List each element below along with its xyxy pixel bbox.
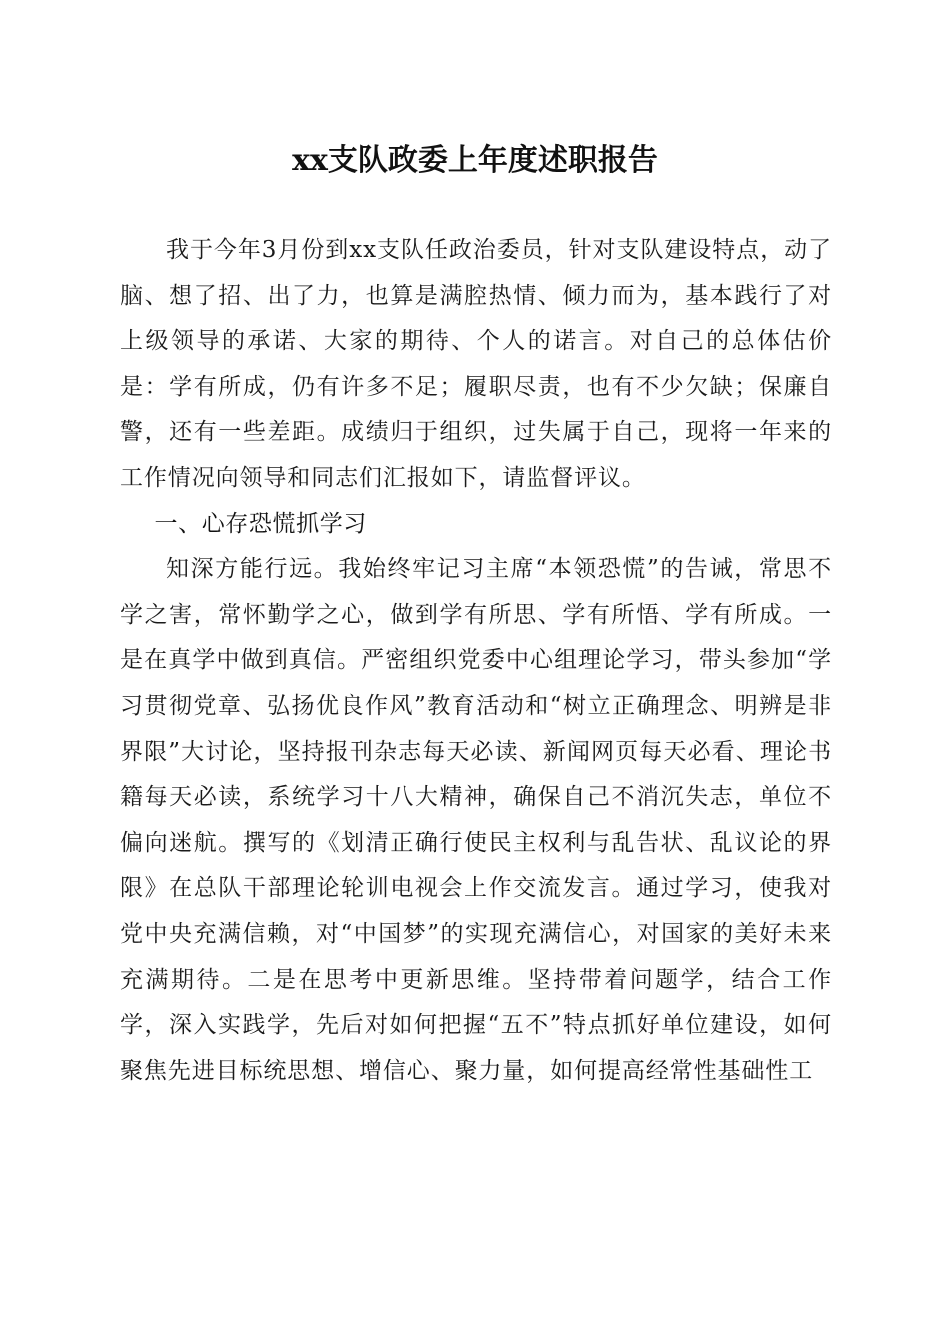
document-body: [120, 228, 832, 1094]
section-1-heading: 一、心存恐慌抓学习: [154, 510, 367, 537]
section-1-paragraph: 知深方能行远。我始终牢记习主席“本领恐慌”的告诫，常思不学之害，常怀勤学之心，做到学有所思、学有所悟、学有所成。一是在真学中做到真信。严密组织党委中心组理论学习，带头参加“学习贯彻党章、弘扬优良作风”教育活动和“树立正确理念、明辨是非界限”大讨论，坚持报刊杂志每天必读、新闻网页每天必看、理论书籍每天必读，系统学习十八大精神，确保自己不消沉失志，单位不偏向迷航。撰写的《划清正确行使民主权利与乱告状、乱议论的界限》在总队干部理论轮训电视会上作交流发言。通过学习，使我对党中央充满信赖，对“中国梦”的实现充满信心，对国家的美好未来充满期待。二是在思考中更新思维。坚持带着问题学，结合工作学，深入实践学，先后对如何把握“五不”特点抓好单位建设，如何聚焦先进目标统思想、增信心、聚力量，如何提高经常性基础性工: [120, 556, 832, 1084]
document-title: xx支队政委上年度述职报告: [292, 143, 658, 178]
intro-paragraph: 我于今年3月份到xx支队任政治委员，针对支队建设特点，动了脑、想了招、出了力，也算是满腔热情、倾力而为，基本践行了对上级领导的承诺、大家的期待、个人的诺言。对自己的总体估价是：学有所成，仍有许多不足；履职尽责，也有不少欠缺；保廉自警，还有一些差距。成绩归于组织，过失属于自己，现将一年来的工作情况向领导和同志们汇报如下，请监督评议。: [120, 237, 832, 491]
